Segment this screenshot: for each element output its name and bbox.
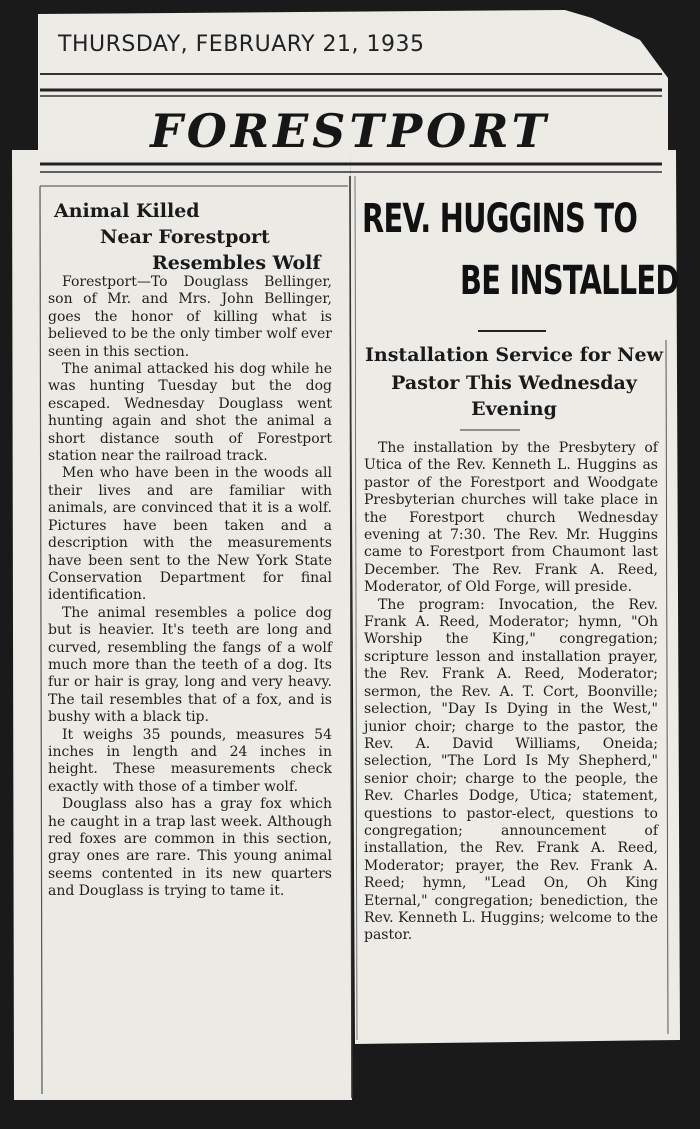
left-article-body <box>48 274 332 901</box>
right-headline-line-2: BE INSTALLED <box>460 258 679 304</box>
right-paragraph: The program: Invocation, the Rev. Frank A. Reed, Moderator; hymn, "Oh Worship the King," congregation; scripture lesson and installation prayer, the Rev. Frank A. Reed, Moderator; sermon, the Rev. A. T. Cort, Boonville; selection, "Day Is Dying in the West," junior choir; charge to the pastor, the Rev. A. David Williams, Oneida; selection, "The Lord Is My Shepherd," senior choir; charge to the people, the Rev. Charles Dodge, Utica; statement, questions to pastor-elect, questions to congregation; announcement of installation, the Rev. Frank A. Reed, Moderator; prayer, the Rev. Frank A. Reed; hymn, "Lead On, Oh King Eternal," congregation; benediction, the Rev. Kenneth L. Huggins; welcome to the pastor. <box>364 596 658 944</box>
date-line: THURSDAY, FEBRUARY 21, 1935 <box>58 32 425 57</box>
left-paragraph: The animal resembles a police dog but is heavier. It's teeth are long and curved, resembling the fangs of a wolf much more than the teeth of a dog. Its fur or hair is gray, long and very heavy. The tail resembles that of a fox, and is bushy with a black tip. <box>48 604 332 726</box>
right-subhead-line-2: Pastor This Wednesday <box>391 372 637 394</box>
right-subhead-line-1: Installation Service for New <box>365 344 663 366</box>
right-paragraph: The installation by the Presbytery of Utica of the Rev. Kenneth L. Huggins as pastor of the Forestport and Woodgate Presbyterian churches will take place in the Forestport church Wednesday evening at 7:30. The Rev. Mr. Huggins came to Forestport from Chaumont last December. The Rev. Frank A. Reed, Moderator, of Old Forge, will preside. <box>364 440 658 596</box>
left-paragraph: Douglass also has a gray fox which he caught in a trap last week. Although red foxes are common in this section, gray ones are rare. This young animal seems contented in its new quarters and Douglass is trying to tame it. <box>48 796 332 900</box>
left-headline-line-3: Resembles Wolf <box>152 252 321 274</box>
right-subhead-line-3: Evening <box>471 398 557 420</box>
right-article-body <box>364 440 658 945</box>
left-headline-line-2: Near Forestport <box>100 226 270 248</box>
left-paragraph: It weighs 35 pounds, measures 54 inches in length and 24 inches in height. These measurements check exactly with those of a timber wolf. <box>48 726 332 795</box>
right-headline-line-1: REV. HUGGINS TO <box>362 196 638 242</box>
left-headline-line-1: Animal Killed <box>54 200 200 222</box>
left-paragraph: Forestport—To Douglass Bellinger, son of Mr. and Mrs. John Bellinger, goes the honor of killing what is believed to be the only timber wolf ever seen in this section. <box>48 274 332 360</box>
masthead-title: FORESTPORT <box>150 104 550 158</box>
left-paragraph: Men who have been in the woods all their lives and are familiar with animals, are convinced that it is a wolf. Pictures have been taken and a description with the measurements have been sent to the New York State Conservation Department for final identification. <box>48 465 332 604</box>
left-paragraph: The animal attacked his dog while he was hunting Tuesday but the dog escaped. Wednesday Douglass went hunting again and shot the animal a short distance south of Forestport station near the railroad track. <box>48 361 332 465</box>
